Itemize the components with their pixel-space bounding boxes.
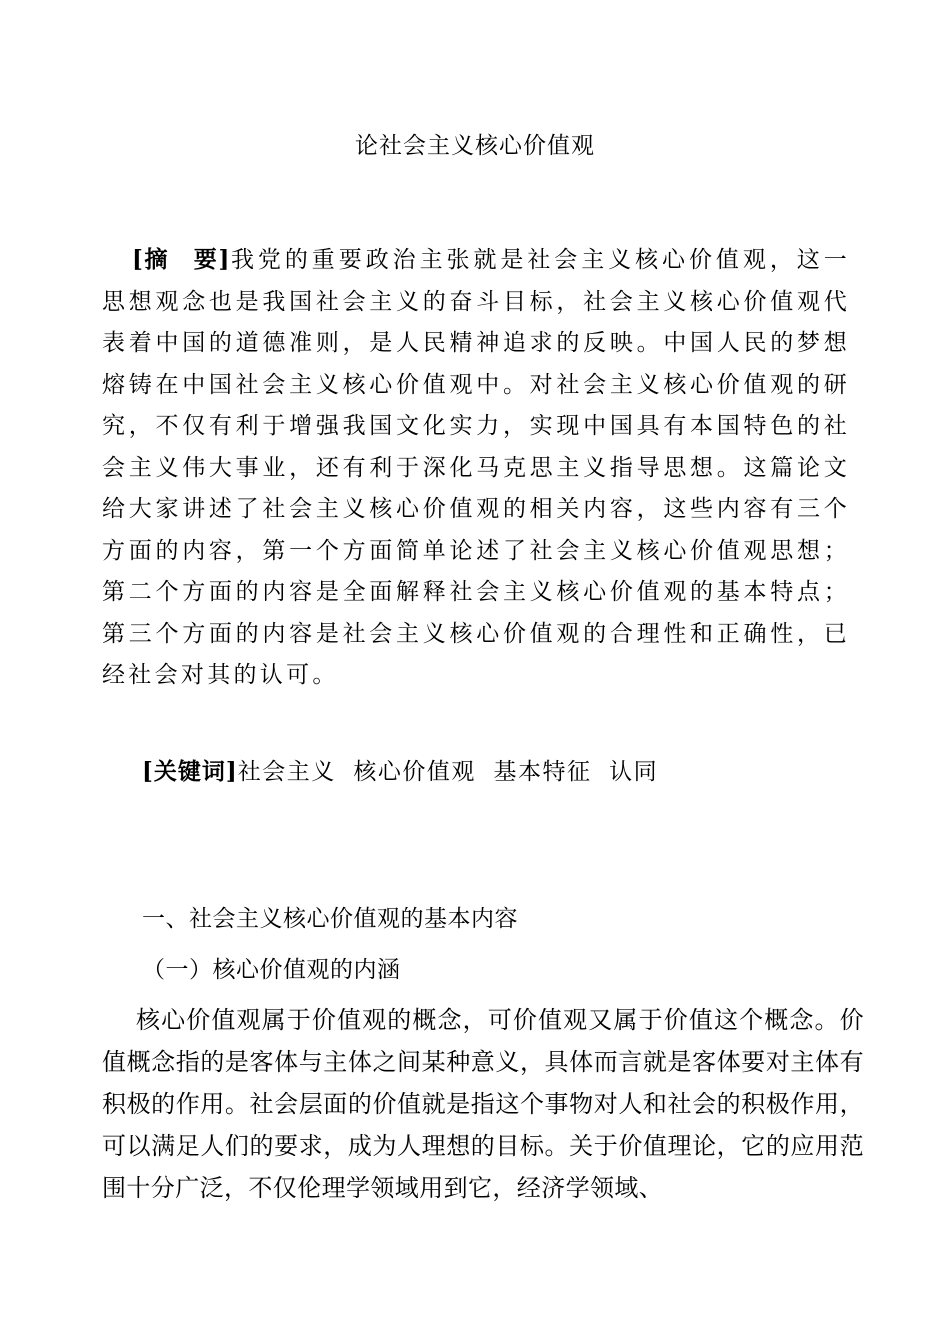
keywords-line bbox=[142, 752, 842, 792]
keywords-label: [关键词] bbox=[142, 758, 238, 785]
abstract-text: 我党的重要政治主张就是社会主义核心价值观，这一思想观念也是我国社会主义的奋斗目标，社会主义核心价值观代表着中国的道德准则，是人民精神追求的反映。中国人民的梦想熔铸在中国社会主义核心价值观中。对社会主义核心价值观的研究，不仅有利于增强我国文化实力，实现中国具有本国特色的社会主义伟大事业，还有利于深化马克思主义指导思想。这篇论文给大家讲述了社会主义核心价值观的相关内容，这些内容有三个方面的内容，第一个方面简单论述了社会主义核心价值观思想；第二个方面的内容是全面解释社会主义核心价值观的基本特点；第三个方面的内容是社会主义核心价值观的合理性和正确性，已经社会对其的认可。 bbox=[102, 247, 851, 688]
abstract-paragraph bbox=[102, 239, 850, 697]
section-subheading: （一）核心价值观的内涵 bbox=[142, 957, 401, 983]
document-title: 论社会主义核心价值观 bbox=[355, 133, 595, 159]
keywords-text: 社会主义 核心价值观 基本特征 认同 bbox=[237, 759, 659, 785]
abstract-label: [摘 要] bbox=[132, 246, 231, 273]
body-paragraph: 核心价值观属于价值观的概念，可价值观又属于价值这个概念。价值概念指的是客体与主体之间某种意义，具体而言就是客体要对主体有积极的作用。社会层面的价值就是指这个事物对人和社会的积极作用，可以满足人们的要求，成为人理想的目标。关于价值理论，它的应用范围十分广泛，不仅伦理学领域用到它，经济学领域、 bbox=[102, 1006, 864, 1202]
section-heading: 一、社会主义核心价值观的基本内容 bbox=[142, 906, 518, 932]
